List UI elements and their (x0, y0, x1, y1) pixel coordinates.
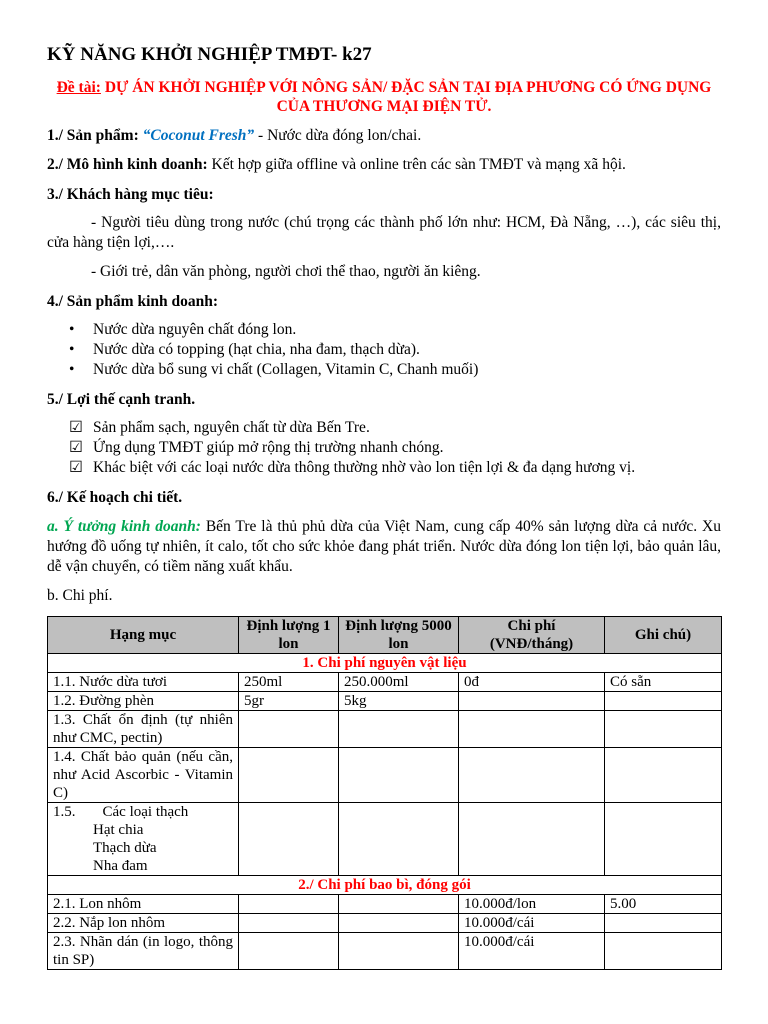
section-advantages-label: 5./ Lợi thế cạnh tranh. (47, 391, 196, 408)
table-cell (239, 933, 339, 970)
table-cell: Có sẵn (605, 673, 722, 692)
table-cell (605, 914, 722, 933)
table-header-row (48, 617, 722, 654)
section-products-label: 4./ Sản phẩm kinh doanh: (47, 293, 219, 310)
table-row (48, 803, 722, 876)
list-item: • Nước dừa nguyên chất đóng lon. (69, 321, 297, 338)
table-cell (339, 711, 459, 748)
table-row (48, 673, 722, 692)
table-cell: 2.1. Lon nhôm (48, 895, 239, 914)
section-business-model (47, 155, 626, 175)
table-cell: 1.2. Đường phèn (48, 692, 239, 711)
column-header: Hạng mục (48, 617, 239, 654)
table-cell (459, 803, 605, 876)
document-title: KỸ NĂNG KHỞI NGHIỆP TMĐT- k27 (47, 44, 372, 65)
column-header: Ghi chú) (605, 617, 722, 654)
table-cell: 10.000đ/lon (459, 895, 605, 914)
column-header: Định lượng 1 lon (239, 617, 339, 654)
table-cell (239, 803, 339, 876)
row-subitem: Nha đam (93, 858, 148, 874)
table-cell: 1.3. Chất ổn định (tự nhiên như CMC, pectin) (48, 711, 239, 748)
table-cell: 5kg (339, 692, 459, 711)
section-title: 2./ Chi phí bao bì, đóng gói (48, 876, 722, 895)
section-product-label: 1./ Sản phẩm: (47, 127, 139, 144)
table-row (48, 711, 722, 748)
bullet-icon: • (69, 341, 75, 358)
section-product (47, 126, 421, 146)
table-row (48, 933, 722, 970)
checkbox-icon: ☑ (69, 419, 83, 436)
table-cell: 250ml (239, 673, 339, 692)
cost-table (47, 616, 722, 970)
row-subitem: Hạt chia (93, 822, 144, 838)
table-cell (48, 803, 239, 876)
table-cell: 2.2. Nắp lon nhôm (48, 914, 239, 933)
table-cell: 10.000đ/cái (459, 914, 605, 933)
table-cell (339, 933, 459, 970)
product-name: “Coconut Fresh” (142, 127, 255, 144)
topic-text: DỰ ÁN KHỞI NGHIỆP VỚI NÔNG SẢN/ ĐẶC SẢN TẠI ĐỊA PHƯƠNG CÓ ỨNG DỤNG CỦA THƯƠNG MẠI ĐIỆN TỬ. (104, 79, 712, 115)
table-cell (239, 895, 339, 914)
table-cell: 10.000đ/cái (459, 933, 605, 970)
products-list (47, 320, 478, 380)
table-cell: 5.00 (605, 895, 722, 914)
topic-heading (47, 78, 721, 116)
checkbox-icon: ☑ (69, 439, 83, 456)
section-row (48, 876, 722, 895)
business-idea-text: Bến Tre là thủ phủ dừa của Việt Nam, cung cấp 40% sản lượng dừa cả nước. Xu hướng đồ uống tự nhiên, ít calo, tốt cho sức khỏe đang phát triển. Nước dừa đóng lon tiện lợi, bảo quản lâu, dễ vận chuyển, có tiềm năng xuất khẩu. (47, 518, 722, 575)
table-cell (605, 711, 722, 748)
table-cell (459, 692, 605, 711)
business-idea-label: a. Ý tưởng kinh doanh: (47, 518, 201, 535)
row-subitem: Thạch dừa (93, 840, 157, 856)
table-cell (605, 692, 722, 711)
table-cell (339, 895, 459, 914)
table-cell (339, 748, 459, 803)
table-cell: 1.1. Nước dừa tươi (48, 673, 239, 692)
section-product-text: - Nước dừa đóng lon/chai. (254, 127, 422, 144)
bullet-icon: • (69, 321, 75, 338)
list-item: ☑ Ứng dụng TMĐT giúp mở rộng thị trường nhanh chóng. (69, 439, 444, 456)
topic-prefix: Đề tài: (56, 79, 101, 96)
table-cell (239, 748, 339, 803)
table-cell: 5gr (239, 692, 339, 711)
section-row (48, 654, 722, 673)
section-target-customers-label: 3./ Khách hàng mục tiêu: (47, 186, 214, 203)
list-item: • Nước dừa có topping (hạt chia, nha đam, thạch dừa). (69, 341, 420, 358)
advantages-list (47, 418, 635, 478)
table-row (48, 914, 722, 933)
table-cell: 250.000ml (339, 673, 459, 692)
table-cell (239, 914, 339, 933)
table-cell (239, 711, 339, 748)
table-cell: 2.3. Nhãn dán (in logo, thông tin SP) (48, 933, 239, 970)
table-cell (459, 748, 605, 803)
cost-label: b. Chi phí. (47, 587, 113, 604)
table-row (48, 748, 722, 803)
table-cell (459, 711, 605, 748)
section-business-model-label: 2./ Mô hình kinh doanh: (47, 156, 208, 173)
section-plan-label: 6./ Kế hoạch chi tiết. (47, 489, 183, 506)
table-cell (339, 803, 459, 876)
table-cell (605, 803, 722, 876)
business-idea-paragraph (47, 517, 721, 577)
section-title: 1. Chi phí nguyên vật liệu (48, 654, 722, 673)
list-item: • Nước dừa bổ sung vi chất (Collagen, Vitamin C, Chanh muối) (69, 361, 479, 378)
section-business-model-text: Kết hợp giữa offline và online trên các sàn TMĐT và mạng xã hội. (207, 156, 626, 173)
list-item: ☑ Khác biệt với các loại nước dừa thông thường nhờ vào lon tiện lợi & đa dạng hương vị. (69, 459, 636, 476)
bullet-icon: • (69, 361, 75, 378)
column-header: Định lượng 5000 lon (339, 617, 459, 654)
table-cell (339, 914, 459, 933)
table-cell (605, 933, 722, 970)
target-customers-paragraph-2: - Giới trẻ, dân văn phòng, người chơi thể thao, người ăn kiêng. (91, 263, 481, 280)
checkbox-icon: ☑ (69, 459, 83, 476)
table-cell: 0đ (459, 673, 605, 692)
table-row (48, 692, 722, 711)
row-label: 1.5. Các loại thạch (53, 804, 189, 820)
table-cell: 1.4. Chất bảo quản (nếu cần, như Acid Ascorbic - Vitamin C) (48, 748, 239, 803)
target-customers-paragraph-1: - Người tiêu dùng trong nước (chú trọng các thành phố lớn như: HCM, Đà Nẵng, …), các siêu thị, cửa hàng tiện lợi,…. (47, 214, 721, 251)
list-item: ☑ Sản phẩm sạch, nguyên chất từ dừa Bến Tre. (69, 419, 370, 436)
table-row (48, 895, 722, 914)
table-cell (605, 748, 722, 803)
column-header: Chi phí (VNĐ/tháng) (459, 617, 605, 654)
